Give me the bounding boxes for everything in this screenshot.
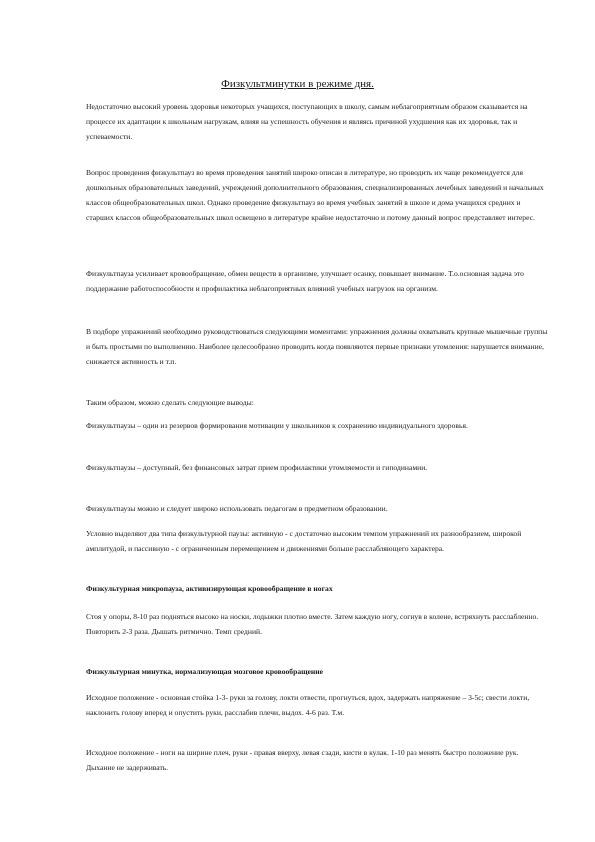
paragraph-literature: Вопрос проведения физкультпауз во время проведения занятий широко описан в литературе, но проводить их чаще рекомендуется для дошкольных образовательных заведений, учреждений дополнительного образования, специализированных лечебных заведений и начальных классов общеобразовательных школ. Однако проведение физкультпауз во время учебных занятий в школе и дома учащихся средних и старших классов общеобразовательных школ освещено в литературе крайне недостаточно и потому данный вопрос представляет интерес. [86, 168, 544, 222]
paragraph-benefits: Физкультпауза усиливает кровообращение, обмен веществ в организме, улучшает осанку, повышает внимание. Т.о.основная задача это поддержание работоспособности и профилактика неблагоприятных влияний учебных нагрузок на организм. [86, 269, 524, 293]
paragraph-conclusion-2: Физкультпаузы – доступный, без финансовых затрат прием профилактики утомляемости и гиподинамии. [86, 463, 428, 472]
paragraph-brain-exercise-1: Исходное положение - основная стойка 1-3- руки за голову, локти отвести, прогнуться, вдох, задержать напряжение – 3-5с; свести локти, наклонить голову вперед и опустить руки, расслабив плечи, выдох. 4-6 раз. Т.м. [86, 693, 530, 717]
paragraph-conclusion-3: Физкультпаузы можно и следует широко использовать педагогам в предметном образовании. [86, 504, 388, 513]
section-heading-brain: Физкультурная минутка, нормализующая мозговое кровообращение [86, 667, 324, 676]
paragraph-brain-exercise-2: Исходное положение - ноги на ширине плеч, руки - правая вверху, левая сзади, кисти в кулак. 1-10 раз менять быстро положение рук. Дыхание не задерживать. [86, 748, 519, 772]
paragraph-selection: В подборе упражнений необходимо руководствоваться следующими моментами: упражнения должны охватывать крупные мышечные группы и быть простыми по выполнению. Наиболее целесообразно проводить когда появляются первые признаки утомления: нарушается внимание, снижается активность и т.п. [86, 327, 548, 366]
paragraph-conclusion-1: Физкультпаузы – один из резервов формирования мотивации у школьников к сохранению индивидуального здоровья. [86, 421, 468, 430]
paragraph-intro: Недостаточно высокий уровень здоровья некоторых учащихся, поступающих в школу, самым неблагоприятным образом сказывается на процессе их адаптации к школьным нагрузкам, влияя на успешность обучения и являясь причиной ухудшения как их здоровья, так и успеваемости. [86, 102, 528, 141]
paragraph-legs-exercise: Стоя у опоры, 8-10 раз подняться высоко на носки, лодыжки плотно вместе. Затем каждую ногу, согнув в колене, встряхнуть расслабленно. Повторить 2-3 раза. Дышать ритмично. Темп средний. [86, 612, 539, 636]
paragraph-pause-types: Условно выделяют два типа физкультурной паузы: активную - с достаточно высоким темпом упражнений их разнообразием, широкой амплитудой, и пассивную - с ограниченным перемещением и движениями больше расслабляющего характера. [86, 529, 522, 553]
section-heading-legs: Физкультурная микропауза, активизирующая кровообращение в ногах [86, 584, 333, 593]
document-title: Физкультминутки в режиме дня. [221, 78, 374, 90]
paragraph-conclusions-intro: Таким образом, можно сделать следующие выводы: [86, 398, 254, 407]
